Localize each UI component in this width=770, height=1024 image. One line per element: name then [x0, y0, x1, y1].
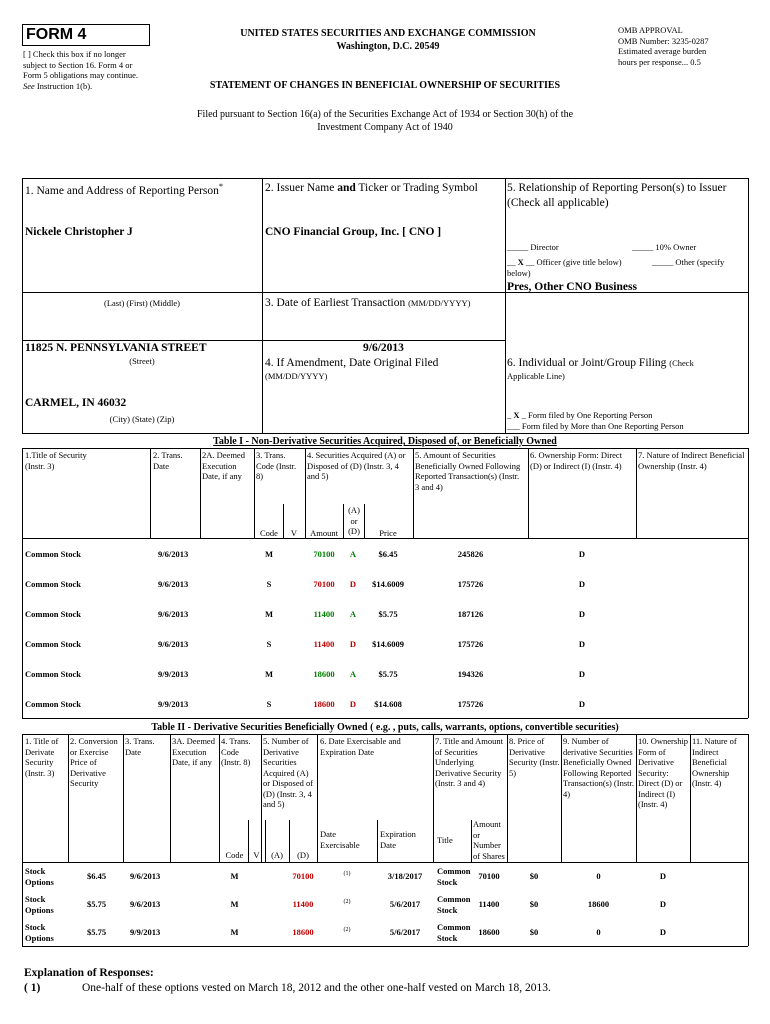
t2-row1-price: $6.45 — [87, 871, 107, 881]
relationship-other: _____ Other (specify — [652, 257, 725, 267]
t2-row2-code: M — [230, 899, 239, 909]
t2-sub-code: Code — [225, 850, 244, 860]
t1-row1-ad: A — [349, 549, 357, 559]
t1-row1-title: Common Stock — [25, 549, 81, 559]
t1-row2-form: D — [578, 579, 586, 589]
explanation-title: Explanation of Responses: — [24, 967, 154, 979]
box4-hint: (MM/DD/YYYY) — [265, 371, 328, 381]
box6-hint2: Applicable Line) — [507, 371, 565, 381]
t2-row3-form: D — [659, 927, 667, 937]
t1-sub-ad: (A) or (D) — [348, 505, 360, 536]
t1-h5: 5. Amount of Securities Beneficially Owned Following Reported Transaction(s) (Instr. 3 and 4) — [415, 450, 521, 492]
t2-h4: 4. Trans. Code (Instr. 8) — [221, 736, 251, 767]
t2-sub-a: (A) — [271, 850, 283, 860]
box2-label: 2. Issuer Name and Ticker or Trading Symbol — [265, 182, 478, 194]
t1-row6-owned: 175726 — [457, 699, 484, 709]
t1-row3-price: $5.75 — [378, 609, 398, 619]
t2-row1-utitle: Common Stock — [437, 866, 471, 887]
t1-row2-code: S — [266, 579, 272, 589]
t1-row3-code: M — [264, 609, 274, 619]
relationship-officer: __ X __ Officer (give title below) — [507, 257, 622, 267]
t2-row2-uamount: 11400 — [478, 899, 500, 909]
t2-row2-exercisable: (2) — [343, 899, 351, 905]
t1-row5-ad: A — [349, 669, 357, 679]
t1-row3-title: Common Stock — [25, 609, 81, 619]
t2-row2-form: D — [659, 899, 667, 909]
relationship-below: below) — [507, 268, 531, 278]
t2-row1-uamount: 70100 — [478, 871, 500, 881]
box4-label: 4. If Amendment, Date Original Filed — [265, 357, 439, 369]
t1-row4-ad: D — [349, 639, 357, 649]
statement-title: STATEMENT OF CHANGES IN BENEFICIAL OWNERSHIP OF SECURITIES — [209, 80, 561, 91]
t2-sub-expiration: Expiration Date — [380, 829, 416, 850]
t2-h9: 9. Number of derivative Securities Beneficially Owned Following Reported Transaction(s) (Instr. 4) — [563, 736, 634, 799]
reporting-person-city: CARMEL, IN 46032 — [25, 397, 127, 409]
t2-row2-expiration: 5/6/2017 — [389, 899, 421, 909]
t2-row1-title: Stock Options — [25, 866, 54, 887]
relationship-ten-pct: _____ 10% Owner — [632, 242, 697, 252]
t1-row6-ad: D — [349, 699, 357, 709]
t1-row3-form: D — [578, 609, 586, 619]
box1-star: * — [218, 181, 224, 191]
t2-row2-owned: 18600 — [587, 899, 610, 909]
t1-row3-owned: 187126 — [457, 609, 484, 619]
agency-address: Washington, D.C. 20549 — [336, 41, 440, 52]
table2-title: Table II - Derivative Securities Beneficially Owned ( e.g. , puts, calls, warrants, options, convertible securities) — [151, 722, 619, 733]
t2-row3-price: $5.75 — [87, 927, 107, 937]
t2-row1-expiration: 3/18/2017 — [387, 871, 423, 881]
t2-row3-utitle: Common Stock — [437, 922, 471, 943]
t1-row6-code: S — [266, 699, 272, 709]
name-caption: (Last) (First) (Middle) — [103, 298, 180, 308]
agency-name: UNITED STATES SECURITIES AND EXCHANGE COMMISSION — [240, 28, 536, 39]
filed-pursuant-line1: Filed pursuant to Section 16(a) of the Securities Exchange Act of 1934 or Section 30(h) of the — [196, 109, 574, 120]
t2-row1-form: D — [659, 871, 667, 881]
t1-row2-owned: 175726 — [457, 579, 484, 589]
t2-row2-utitle: Common Stock — [437, 894, 471, 915]
t1-row1-owned: 245826 — [457, 549, 484, 559]
filing-x-mark: X — [513, 410, 520, 420]
street-caption: (Street) — [129, 356, 155, 366]
t2-row2-price: $5.75 — [87, 899, 107, 909]
t2-row3-owned: 0 — [596, 927, 601, 937]
t2-row3-code: M — [230, 927, 239, 937]
t1-row2-date: 9/6/2013 — [158, 579, 189, 589]
t2-row2-date: 9/6/2013 — [130, 899, 161, 909]
checkbox-note-see: See — [23, 80, 35, 91]
t1-row5-price: $5.75 — [378, 669, 398, 679]
t1-row6-title: Common Stock — [25, 699, 81, 709]
t2-row2-d: 11400 — [292, 899, 314, 909]
t1-row3-amount: 11400 — [313, 609, 335, 619]
city-caption: (City) (State) (Zip) — [109, 414, 175, 424]
t1-row1-date: 9/6/2013 — [158, 549, 189, 559]
t1-h3: 3. Trans. Code (Instr. 8) — [256, 450, 297, 481]
t1-row4-date: 9/6/2013 — [158, 639, 189, 649]
t1-sub-code: Code — [260, 528, 278, 538]
t2-row1-owned: 0 — [596, 871, 601, 881]
filed-pursuant-line2: Investment Company Act of 1940 — [317, 122, 453, 133]
t2-row1-exercisable: (1) — [343, 871, 351, 877]
reporting-person-name: Nickele Christopher J — [25, 226, 133, 238]
t2-row1-d: 70100 — [292, 871, 314, 881]
t2-row3-expiration: 5/6/2017 — [389, 927, 421, 937]
t2-row3-uamount: 18600 — [478, 927, 500, 937]
omb-approval-heading: OMB APPROVAL — [618, 25, 683, 35]
issuer-name: CNO Financial Group, Inc. [ CNO ] — [265, 226, 442, 238]
t1-row5-form: D — [578, 669, 586, 679]
t2-h2: 2. Conversion or Exercise Price of Derivative Security — [70, 736, 118, 788]
t1-sub-price: Price — [379, 528, 397, 538]
t1-row3-date: 9/6/2013 — [158, 609, 189, 619]
form-title: FORM 4 — [26, 26, 87, 43]
t1-row2-price: $14.6009 — [372, 579, 404, 589]
t2-row3-exercisable: (2) — [343, 927, 351, 933]
t1-sub-amount: Amount — [310, 528, 338, 538]
t2-sub-exercisable: Date Exercisable — [320, 829, 360, 850]
t1-h2a: 2A. Deemed Execution Date, if any — [202, 450, 245, 481]
box6-label: 6. Individual or Joint/Group Filing (Check — [507, 357, 694, 369]
t1-h1: 1.Title of Security (Instr. 3) — [25, 450, 87, 471]
t1-row3-ad: A — [349, 609, 357, 619]
t2-h1: 1. Title of Derivate Security (Instr. 3) — [25, 736, 59, 778]
t1-sub-v: V — [290, 528, 298, 538]
t1-row4-code: S — [266, 639, 272, 649]
box5-label: 5. Relationship of Reporting Person(s) to Issuer — [507, 182, 727, 194]
t2-row2-title: Stock Options — [25, 894, 54, 915]
officer-title: Pres, Other CNO Business — [507, 281, 637, 293]
filing-more-persons: ___ Form filed by More than One Reporting Person — [507, 421, 684, 431]
t1-row5-date: 9/9/2013 — [158, 669, 189, 679]
checkbox-note-instruction: Instruction 1(b). — [36, 80, 93, 91]
t2-row3-dprice: $0 — [529, 927, 539, 937]
box3-label: 3. Date of Earliest Transaction (MM/DD/YYYY) — [265, 297, 471, 309]
t2-h3: 3. Trans. Date — [125, 736, 155, 757]
t2-h8: 8. Price of Derivative Security (Instr. 5) — [509, 736, 560, 778]
t1-row1-price: $6.45 — [378, 549, 398, 559]
t1-h4: 4. Securities Acquired (A) or Disposed of (D) (Instr. 3, 4 and 5) — [307, 450, 406, 481]
footnote-1-text: One-half of these options vested on March 18, 2012 and the other one-half vested on March 18, 2013. — [82, 982, 551, 994]
t1-row4-form: D — [578, 639, 586, 649]
t1-row6-form: D — [578, 699, 586, 709]
checkbox-note — [23, 49, 151, 91]
t1-h2: 2. Trans. Date — [153, 450, 183, 471]
t2-row3-date: 9/9/2013 — [130, 927, 161, 937]
t2-row1-code: M — [230, 871, 239, 881]
t2-row3-d: 18600 — [292, 927, 314, 937]
t1-row4-title: Common Stock — [25, 639, 81, 649]
t1-row2-ad: D — [349, 579, 357, 589]
omb-burden: Estimated average burden — [618, 46, 707, 56]
t2-h6: 6. Date Exercisable and Expiration Date — [320, 736, 401, 757]
relationship-director: _____ Director — [507, 242, 559, 252]
t1-row6-amount: 18600 — [313, 699, 335, 709]
t2-row3-title: Stock Options — [25, 922, 54, 943]
t2-h5: 5. Number of Derivative Securities Acquired (A) or Disposed of (D) (Instr. 3, 4 and 5) — [263, 736, 314, 809]
t1-h7: 7. Nature of Indirect Beneficial Ownership (Instr. 4) — [638, 450, 745, 471]
t2-sub-amount: Amount or Number of Shares — [473, 819, 505, 861]
table1-title: Table I - Non-Derivative Securities Acquired, Disposed of, or Beneficially Owned — [213, 436, 557, 447]
t2-h10: 10. Ownership Form of Derivative Security: Direct (D) or Indirect (I) (Instr. 4) — [638, 736, 689, 809]
omb-number: OMB Number: 3235-0287 — [618, 35, 709, 46]
t1-row4-price: $14.6009 — [372, 639, 404, 649]
t1-row4-amount: 11400 — [313, 639, 335, 649]
t1-row6-price: $14.608 — [374, 699, 402, 709]
reporting-person-street: 11825 N. PENNSYLVANIA STREET — [25, 342, 207, 354]
t1-h6: 6. Ownership Form: Direct (D) or Indirect (I) (Instr. 4) — [530, 450, 623, 471]
t1-row1-form: D — [578, 549, 586, 559]
t2-h11: 11. Nature of Indirect Beneficial Ownership (Instr. 4) — [692, 736, 737, 788]
t1-row5-owned: 194326 — [457, 669, 484, 679]
omb-hours: hours per response... 0.5 — [618, 56, 701, 67]
t1-row4-owned: 175726 — [457, 639, 484, 649]
t1-row5-code: M — [264, 669, 274, 679]
t1-row2-amount: 70100 — [313, 579, 335, 589]
footnote-1-number: ( 1) — [24, 982, 41, 994]
t2-h3a: 3A. Deemed Execution Date, if any — [172, 736, 215, 767]
t2-h7: 7. Title and Amount of Securities Underlying Derivative Security (Instr. 3 and 4) — [435, 736, 504, 788]
t1-row2-title: Common Stock — [25, 579, 81, 589]
omb-approval — [618, 25, 768, 67]
box1-label: 1. Name and Address of Reporting Person* — [25, 181, 224, 197]
t1-row6-date: 9/9/2013 — [158, 699, 189, 709]
t1-row5-amount: 18600 — [313, 669, 335, 679]
earliest-transaction-date: 9/6/2013 — [363, 342, 404, 354]
t1-row1-code: M — [264, 549, 274, 559]
t2-row1-dprice: $0 — [529, 871, 539, 881]
t2-sub-title: Title — [437, 835, 453, 845]
filing-one-person: _ X _ Form filed by One Reporting Person — [507, 410, 653, 420]
t2-row1-date: 9/6/2013 — [130, 871, 161, 881]
officer-x-mark: X — [517, 257, 524, 267]
t1-row5-title: Common Stock — [25, 669, 81, 679]
box5-hint: (Check all applicable) — [507, 197, 609, 209]
checkbox-note-text: [ ] Check this box if no longer subject to Section 16. Form 4 or Form 5 obligations may continue. — [23, 49, 138, 80]
t2-sub-v: V — [253, 850, 260, 860]
t1-row1-amount: 70100 — [313, 549, 335, 559]
t2-row2-dprice: $0 — [529, 899, 539, 909]
t2-sub-d: (D) — [297, 850, 309, 860]
